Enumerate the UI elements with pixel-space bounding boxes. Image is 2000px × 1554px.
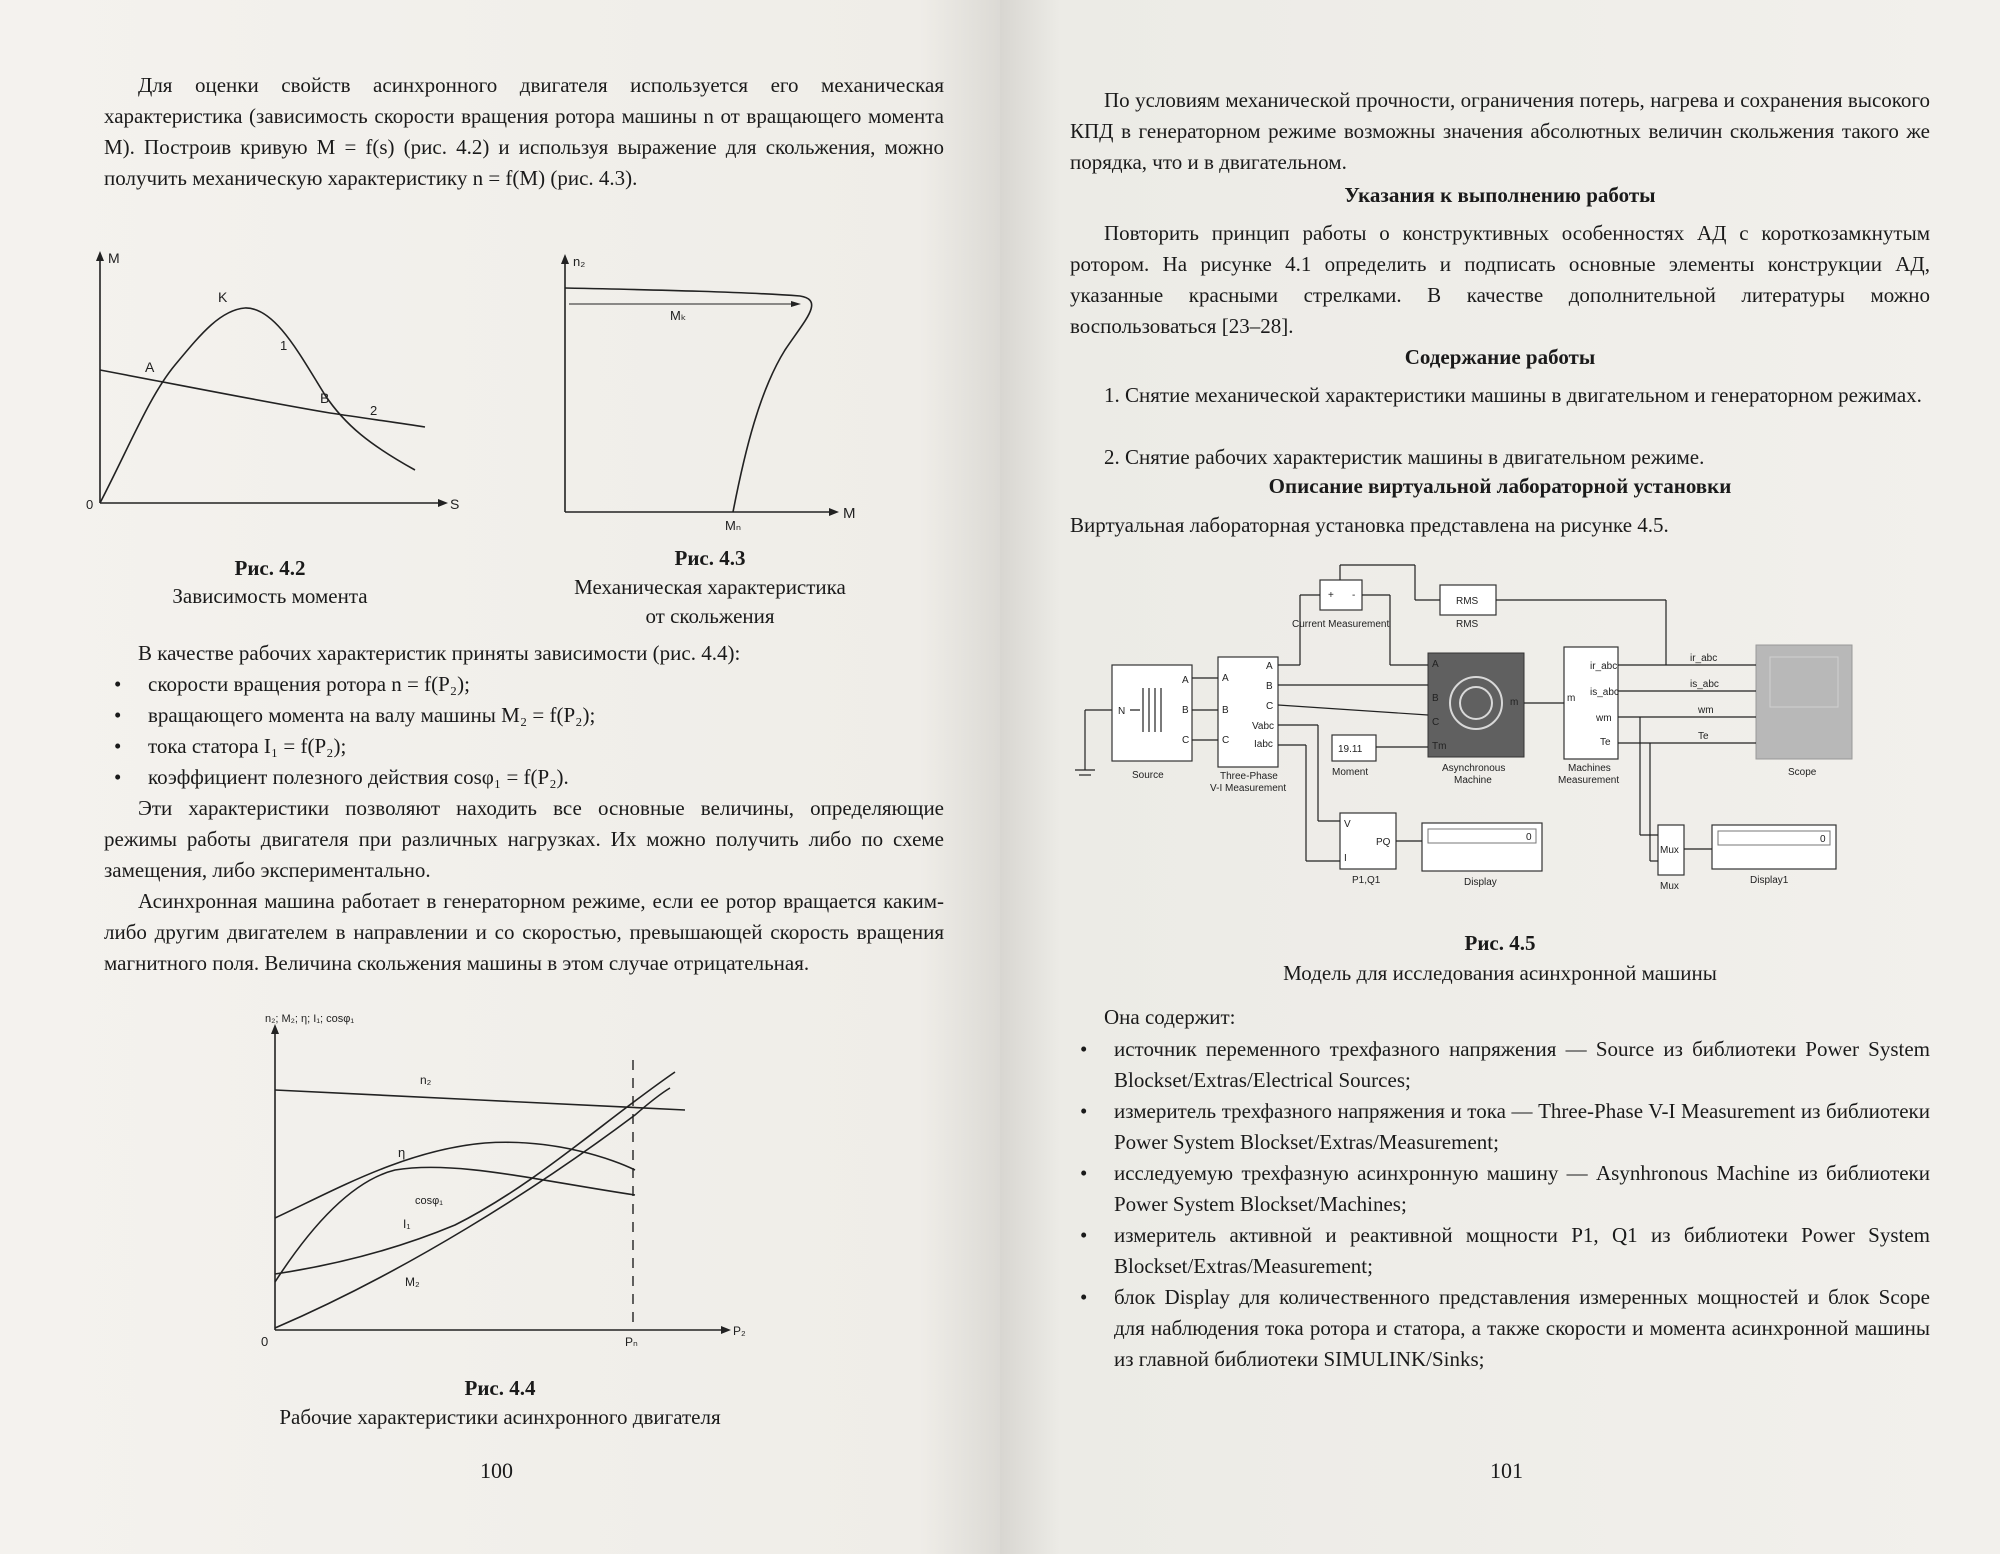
fig42-point-k: K	[218, 289, 228, 305]
right-para-3: Виртуальная лабораторная установка представлена на рисунке 4.5.	[1070, 513, 1669, 537]
fig43-mk-label: Mₖ	[670, 308, 687, 323]
source-port-a: A	[1182, 675, 1189, 686]
heading-contents: Содержание работы	[1404, 345, 1596, 369]
intro-paragraph: Для оценки свойств асинхронного двигателя используется его механическая характеристика (зависимость скорости вращения ротора машины n от вращающего момента M). Построив кривую M = f(s) (рис. 4.2) и используя выражение для скольжения, можно получить механическую характеристику n = f(M) (рис. 4.3).	[104, 73, 944, 190]
fig43-x-arrow	[829, 508, 839, 516]
display-screen	[1428, 829, 1536, 843]
fig43-mk-arrow	[791, 301, 801, 307]
fig44-ph-label: Pₙ	[625, 1335, 638, 1349]
source-port-n: N	[1118, 706, 1126, 717]
right-item-2: 2. Снятие рабочих характеристик машины в двигательном режиме.	[1104, 445, 1705, 469]
fig44-origin: 0	[261, 1334, 269, 1349]
current-plus: +	[1328, 590, 1334, 601]
fig42-caption-title: Рис. 4.2	[234, 556, 306, 580]
fig44-axis-x-label: P₂	[733, 1324, 746, 1338]
left-para-3: Асинхронная машина работает в генераторном режиме, если ее ротор вращается каким-либо другим двигателем в направлении и со скоростью, превышающей скорость вращения магнитного поля. Величина скольжения машины в этом случае отрицательная.	[104, 889, 944, 975]
vi-out-c: C	[1266, 701, 1274, 712]
machine-port-b: B	[1432, 693, 1439, 704]
mux-inner: Mux	[1660, 845, 1679, 856]
fig42-curve-2	[100, 370, 425, 427]
right-para-2: Повторить принцип работы о конструктивных особенностях АД с короткозамкнутым ротором. На рисунке 4.1 определить и подписать основные элементы конструкции АД, указанные красными стрелками. В качестве дополнительной литературы можно воспользоваться [23–28].	[1070, 221, 1930, 338]
sig-te-label: Te	[1698, 731, 1709, 742]
heading-instructions: Указания к выполнению работы	[1344, 183, 1656, 207]
pq-label: P1,Q1	[1352, 875, 1381, 886]
source-label: Source	[1132, 770, 1164, 781]
fig43-caption	[530, 544, 890, 631]
current-label: Current Measurement	[1292, 619, 1390, 630]
vi-label-2: V-I Measurement	[1210, 783, 1287, 794]
right-bullet-list	[1080, 1034, 1930, 1375]
vi-in-b: B	[1222, 705, 1229, 716]
machine-port-c: C	[1432, 717, 1440, 728]
fig44-x-arrow	[721, 1326, 731, 1334]
working-intro: В качестве рабочих характеристик приняты зависимости (рис. 4.4):	[138, 641, 741, 665]
fig43-caption-text-1: Механическая характеристика	[574, 575, 846, 599]
left-page-number: 100	[480, 1458, 513, 1483]
display1-label: Display1	[1750, 875, 1789, 886]
fig44-label-eta: η	[398, 1145, 406, 1160]
right-page-number: 101	[1490, 1458, 1523, 1483]
fig42-axis-y-label: M	[108, 250, 120, 266]
left-para-2: Эти характеристики позволяют находить все основные величины, определяющие режимы работы двигателя при различных нагрузках. Их можно получить либо по схеме замещения, либо экспериментально.	[104, 796, 944, 882]
source-port-b: B	[1182, 705, 1189, 716]
fig43-caption-text-2: от скольжения	[645, 604, 775, 628]
moment-value: 19.11	[1338, 744, 1363, 755]
pq-port-i: I	[1344, 853, 1347, 864]
vi-out-a: A	[1266, 661, 1273, 672]
source-port-c: C	[1182, 735, 1190, 746]
fig42-caption-text: Зависимость момента	[172, 584, 368, 608]
left-bullet-item: • тока статора I₁ = f(P₂);	[114, 731, 944, 762]
machine-port-a: A	[1432, 659, 1439, 670]
fig43-mn-label: Mₙ	[725, 518, 742, 533]
pq-port-v: V	[1344, 819, 1351, 830]
right-item-1: 1. Снятие механической характеристики машины в двигательном и генераторном режимах.	[1104, 383, 1922, 407]
right-para-1: По условиям механической прочности, ограничения потерь, нагрева и сохранения высокого КПД в генераторном режиме возможны значения абсолютных величин скольжения такого же порядка, что и в двигательном.	[1070, 88, 1930, 174]
fig42-y-arrow	[96, 251, 104, 261]
left-bullet-item: • скорости вращения ротора n = f(P₂);	[114, 669, 944, 700]
scope-label: Scope	[1788, 767, 1817, 778]
right-bullet-item: • измеритель активной и реактивной мощности P1, Q1 из библиотеки Power System Blockset/Extras/Measurement;	[1080, 1220, 1930, 1282]
sig-is-label: is_abc	[1690, 679, 1719, 690]
machine-label-1: Asynchronous	[1442, 763, 1506, 774]
vi-in-c: C	[1222, 735, 1230, 746]
fig42-axis-x-label: S	[450, 496, 460, 512]
fig44-caption-text: Рабочие характеристики асинхронного двигателя	[279, 1405, 721, 1429]
fig44-caption-title: Рис. 4.4	[464, 1376, 536, 1400]
display1-value: 0	[1820, 834, 1826, 845]
heading-description: Описание виртуальной лабораторной установки	[1268, 474, 1732, 498]
fig44-label-cos: cosφ₁	[415, 1195, 443, 1207]
sig-ir-label: ir_abc	[1690, 653, 1718, 664]
rms-label: RMS	[1456, 619, 1479, 630]
rms-inner: RMS	[1456, 596, 1479, 607]
fig42-point-b: B	[320, 390, 330, 406]
moment-label: Moment	[1332, 767, 1369, 778]
right-bullet-item: • блок Display для количественного представления измеренных мощностей и блок Scope для наблюдения тока ротора и статора, а также скорости и момента асинхронной машины из главной библиотеки SIMULINK/Sinks;	[1080, 1282, 1930, 1375]
fig44-axis-y-label: n₂; M₂; η; I₁; cosφ₁	[265, 1013, 355, 1025]
fig44-label-i1: I₁	[403, 1217, 411, 1231]
fig44-curve-n2	[275, 1090, 685, 1110]
fig43-axis-x-label: M	[843, 505, 856, 522]
figure-4-4	[255, 1010, 775, 1360]
block-current-measurement	[1320, 580, 1362, 610]
vi-out-b: B	[1266, 681, 1273, 692]
figure-4-3	[545, 250, 865, 535]
mux-label: Mux	[1660, 881, 1679, 892]
fig45-caption-text: Модель для исследования асинхронной машины	[1283, 961, 1717, 985]
fig43-axis-y-label: n₂	[573, 254, 586, 269]
right-bullet-item: • измеритель трехфазного напряжения и тока — Three-Phase V-I Measurement из библиотеки Power System Blockset/Extras/Measurement;	[1080, 1096, 1930, 1158]
pq-port-out: PQ	[1376, 837, 1391, 848]
left-bullet-list	[114, 669, 944, 793]
display-label: Display	[1464, 877, 1497, 888]
meas-port-m: m	[1567, 693, 1576, 704]
fig44-label-n2: n₂	[420, 1073, 432, 1087]
fig42-point-a: A	[145, 359, 155, 375]
fig44-label-m2: M₂	[405, 1275, 420, 1289]
vi-label-1: Three-Phase	[1220, 771, 1278, 782]
meas-label-2: Measurement	[1558, 775, 1620, 786]
meas-wm: wm	[1596, 713, 1612, 724]
meas-is: is_abc	[1590, 687, 1619, 698]
fig43-caption-title: Рис. 4.3	[674, 546, 746, 570]
fig45-caption	[1070, 928, 1930, 988]
fig42-curve-1	[100, 308, 415, 503]
figure-4-2	[70, 245, 470, 525]
fig44-y-arrow	[271, 1024, 279, 1034]
display1-screen	[1718, 831, 1830, 845]
machine-port-m: m	[1510, 697, 1519, 708]
right-bullet-item: • источник переменного трехфазного напряжения — Source из библиотеки Power System Blockset/Extras/Electrical Sources;	[1080, 1034, 1930, 1096]
contains-intro: Она содержит:	[1104, 1005, 1236, 1029]
meas-ir: ir_abc	[1590, 661, 1618, 672]
machine-port-tm: Tm	[1432, 741, 1447, 752]
current-minus: -	[1352, 590, 1356, 601]
meas-label-1: Machines	[1568, 763, 1611, 774]
wire-to-machine-c	[1278, 705, 1428, 715]
fig44-caption	[190, 1374, 810, 1432]
display-value: 0	[1526, 832, 1532, 843]
sig-wm-label: wm	[1698, 705, 1714, 716]
right-bullet-item: • исследуемую трехфазную асинхронную машину — Asynhronous Machine из библиотеки Power System Blockset/Machines;	[1080, 1158, 1930, 1220]
fig43-y-arrow	[561, 254, 569, 264]
vi-out-iabc: Iabc	[1254, 739, 1273, 750]
machine-label-2: Machine	[1454, 775, 1492, 786]
fig42-origin: 0	[86, 497, 94, 512]
fig42-x-arrow	[438, 499, 448, 507]
fig42-curve-1-label: 1	[280, 338, 288, 353]
meas-te: Te	[1600, 737, 1611, 748]
fig44-curve-i1	[275, 1072, 675, 1274]
right-page	[1000, 0, 2000, 1554]
left-bullet-item: • коэффициент полезного действия cosφ₁ = f(P₂).	[114, 762, 944, 793]
fig43-curve	[565, 288, 812, 512]
figure-4-5	[1070, 565, 1930, 920]
fig45-caption-title: Рис. 4.5	[1464, 931, 1536, 955]
vi-out-vabc: Vabc	[1252, 721, 1275, 732]
left-bullet-item: • вращающего момента на валу машины M₂ = f(P₂);	[114, 700, 944, 731]
fig42-curve-2-label: 2	[370, 403, 378, 418]
fig42-caption	[140, 554, 400, 610]
vi-in-a: A	[1222, 673, 1229, 684]
